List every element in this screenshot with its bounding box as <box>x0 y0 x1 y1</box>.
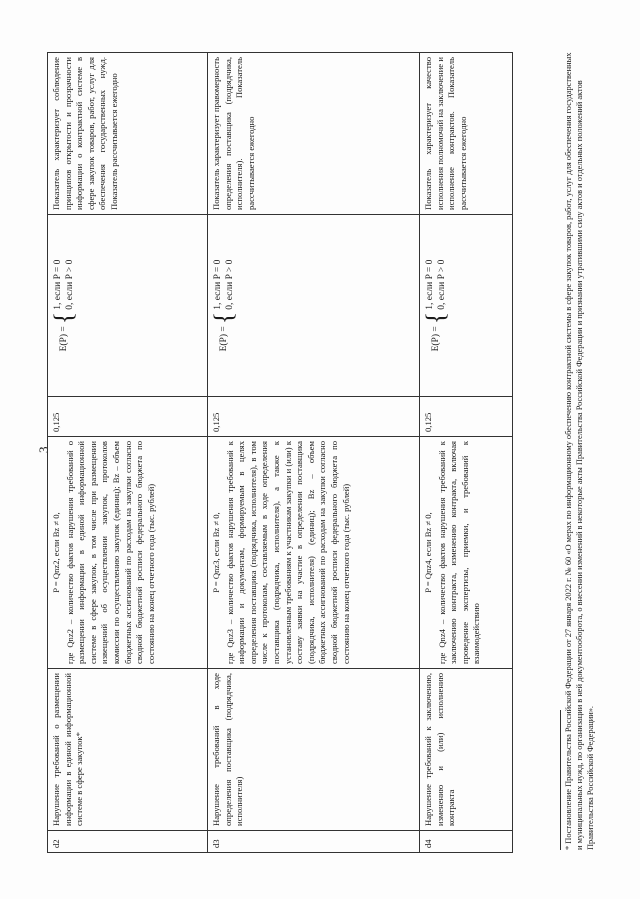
case-one: 1, если P = 0 <box>424 259 435 310</box>
evaluation-left: E(P) = <box>218 326 229 352</box>
evaluation-cases <box>52 260 77 310</box>
row-evaluation <box>208 215 420 397</box>
row-comment: Показатель характеризует соблюдение принципов открытости и прозрачности информации о контрактной системе в сфере закупок товаров, работ, услуг для обеспечения государственных нужд. Показатель рассчитывается ежегодно <box>48 53 208 215</box>
footnote-divider <box>560 710 561 850</box>
case-one: 1, если P = 0 <box>52 259 63 310</box>
formula: P = Qnz4, если Bz ≠ 0, <box>423 512 433 593</box>
table-row <box>208 53 420 853</box>
row-comment: Показатель характеризует правомерность определения поставщика (подрядчика, исполнителя). Показатель рассчитывается ежегодно <box>208 53 420 215</box>
page-number: 3 <box>36 446 51 453</box>
brace-symbol: { <box>421 311 450 325</box>
case-two: 0, если P > 0 <box>65 259 75 310</box>
row-name: Нарушение требований о размещении информации в единой информационной системе в сфере закупок* <box>48 669 208 831</box>
row-code: d2 <box>48 831 208 853</box>
formula-definition: где Qnz2 – количество фактов нарушения требований о размещении информации в единой информационной системе в сфере закупок, в том числе при размещении извещений об осуществлении закупок, протоколов комиссии по осуществлению закупок (единиц); Bz – объем бюджетных ассигнований по расходам на закупки согласно сводной бюджетной росписи федерального бюджета по состоянию на конец отчетного года (тыс. рублей) <box>64 441 156 664</box>
row-formula-cell <box>208 437 420 669</box>
brace-symbol: { <box>209 311 238 325</box>
evaluation-left: E(P) = <box>58 326 69 352</box>
row-weight: 0,125 <box>48 397 208 437</box>
case-two: 0, если P > 0 <box>437 259 447 310</box>
indicator-table <box>47 52 513 853</box>
brace-symbol: { <box>49 311 78 325</box>
formula: P = Qnz2, если Bz ≠ 0, <box>51 512 61 593</box>
evaluation-cases <box>424 260 449 310</box>
row-name: Нарушение требований в ходе определения поставщика (подрядчика, исполнителя) <box>208 669 420 831</box>
row-code: d4 <box>420 831 513 853</box>
row-name: Нарушение требований к заключению, изменению и (или) исполнению контракта <box>420 669 513 831</box>
footnote-block <box>560 50 597 850</box>
formula-definition: где Qnz3 – количество фактов нарушения требований к информации и документам, формируемым в целях определения поставщика (подрядчика, исполнителя), в том числе к протоколам, составляемым в ходе определения поставщика (подрядчика, исполнителя), а также к установленным требованиям к участникам закупки и (или) к составу заявки на участие в определении поставщика (подрядчика, исполнителя) (единиц); Bz – объем бюджетных ассигнований по расходам на закупки согласно сводной бюджетной росписи федерального бюджета по состоянию на конец отчетного года (тыс. рублей) <box>224 441 351 664</box>
table-row <box>420 53 513 853</box>
footnote-text: * Постановление Правительства Российской Федерации от 27 января 2022 г. № 60 «О мерах по информационному обеспечению контрактной системы в сфере закупок товаров, работ, услуг для обеспечения государственных и муниципальных нужд, по организации в ней документооборота, о внесении изменений в некоторые акты Правительства Российской Федерации и признании утратившими силу актов и отдельных положений актов Правительства Российской Федерации». <box>564 52 595 850</box>
row-formula-cell <box>420 437 513 669</box>
row-formula-cell <box>48 437 208 669</box>
table-row <box>48 53 208 853</box>
row-comment: Показатель характеризует качество исполнения полномочий на заключение и исполнение контрактов. Показатель рассчитывается ежегодно <box>420 53 513 215</box>
row-evaluation <box>48 215 208 397</box>
row-code: d3 <box>208 831 420 853</box>
indicator-table-rotated <box>47 53 517 853</box>
evaluation-left: E(P) = <box>430 326 441 352</box>
formula: P = Qnz3, если Bz ≠ 0, <box>211 512 221 593</box>
evaluation-cases <box>212 260 237 310</box>
formula-definition: где Qnz4 – количество фактов нарушения требований к заключению контракта, изменению контракта, включая проведение экспертизы, приемки, и требований к взаимодействию <box>436 441 482 664</box>
case-one: 1, если P = 0 <box>212 259 223 310</box>
case-two: 0, если P > 0 <box>225 259 235 310</box>
row-weight: 0,125 <box>420 397 513 437</box>
row-evaluation <box>420 215 513 397</box>
row-weight: 0,125 <box>208 397 420 437</box>
